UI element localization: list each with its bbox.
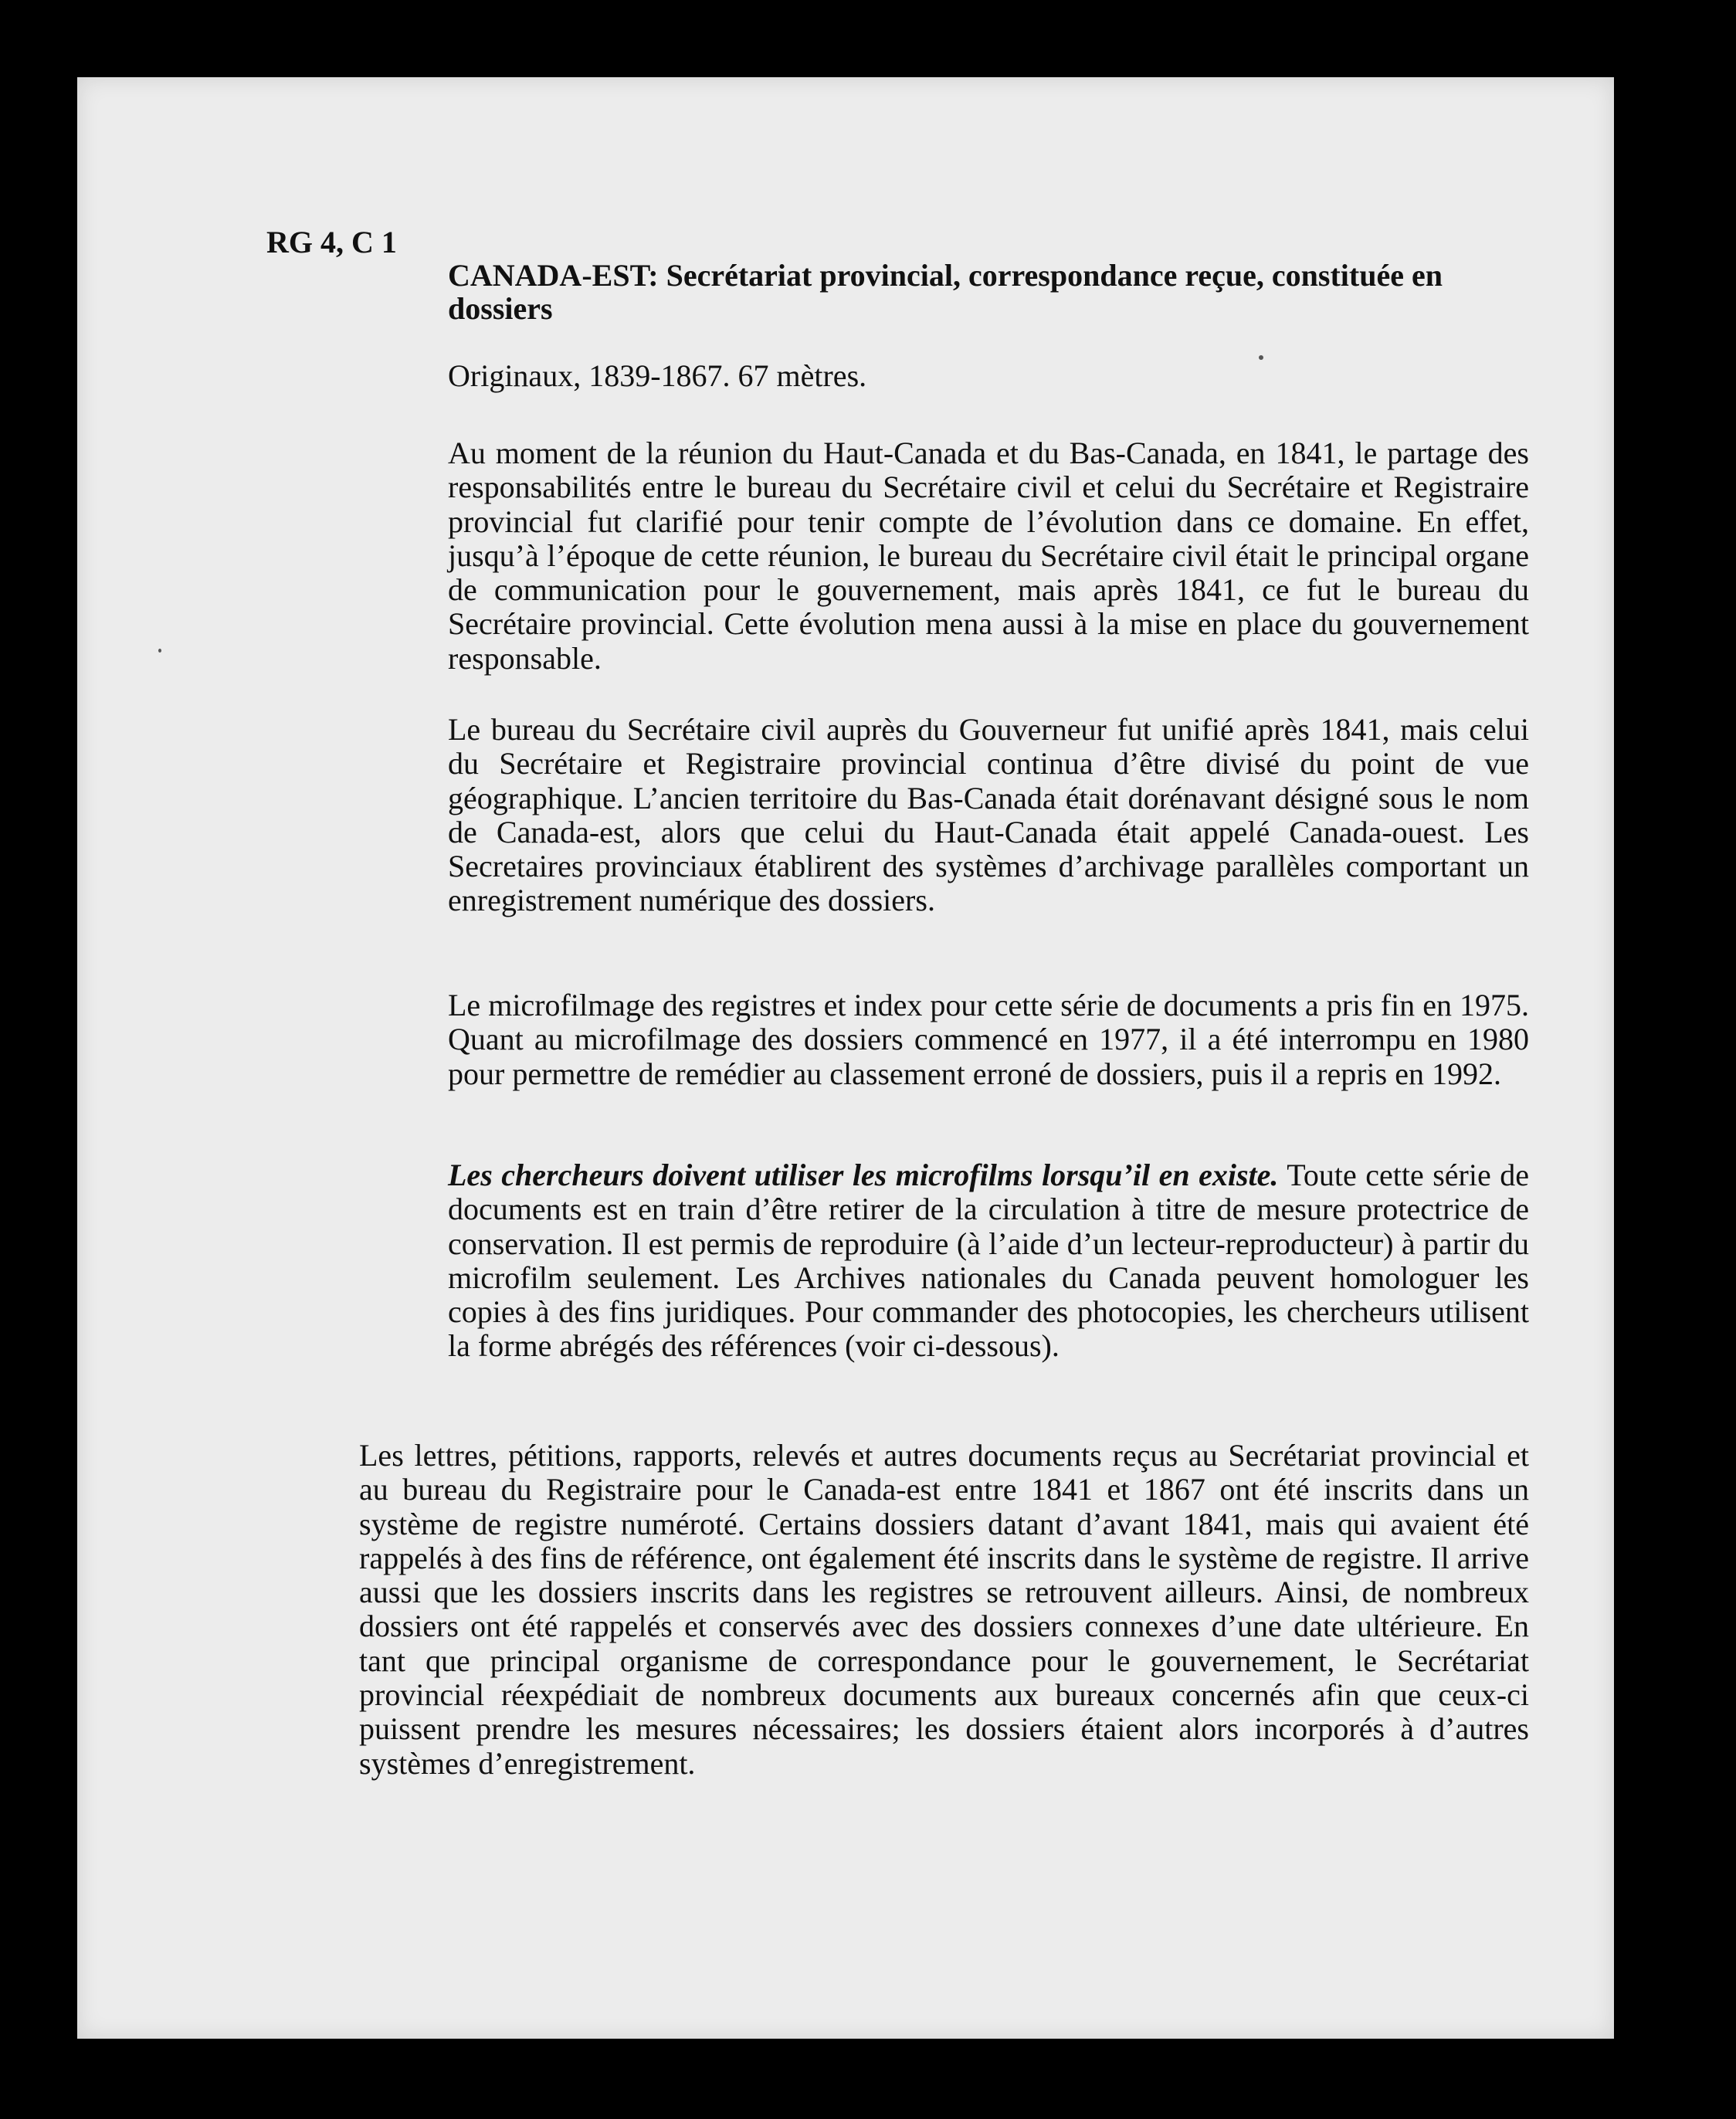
paragraph-3: Le microfilmage des registres et index pour cette série de documents a pris fin en 1975. Quant au microfilmage des dossiers commencé en 1977, il a été interrompu en 1980 pour permettre de remédier au classement erroné de dossiers, puis il a repris en 1992. <box>448 988 1529 1091</box>
document-page <box>77 77 1614 2039</box>
paragraph-4-text: Toute cette série de documents est en train d’être retirer de la circulation à titre de mesure protectrice de conservation. Il est permis de reproduire (à l’aide d’un lecteur-reproducteur) à partir du microfilm seulement. Les Archives nationales du Canada peuvent homologuer les copies à des fins juridiques. Pour commander des photocopies, les chercheurs utilisent la forme abrégés des références (voir ci-dessous). <box>448 1158 1529 1364</box>
paragraph-2: Le bureau du Secrétaire civil auprès du Gouverneur fut unifié après 1841, mais celui du Secrétaire et Registraire provincial continua d’être divisé du point de vue géographique. L’ancien territoire du Bas-Canada était dorénavant désigné sous le nom de Canada-est, alors que celui du Haut-Canada était appelé Canada-ouest. Les Secretaires provinciaux établirent des systèmes d’archivage parallèles comportant un enregistrement numérique des dossiers. <box>448 712 1529 918</box>
document-title: CANADA-EST: Secrétariat provincial, correspondance reçue, constituée en dossiers <box>448 258 1443 326</box>
paragraph-5: Les lettres, pétitions, rapports, relevés et autres documents reçus au Secrétariat provincial et au bureau du Registraire pour le Canada-est entre 1841 et 1867 ont été inscrits dans un système de registre numéroté. Certains dossiers datant d’avant 1841, mais qui avaient été rappelés à des fins de référence, ont également été inscrits dans le système de registre. Il arrive aussi que les dossiers inscrits dans les registres se retrouvent ailleurs. Ainsi, de nombreux dossiers ont été rappelés et conservés avec des dossiers connexes d’une date ultérieure. En tant que principal organisme de correspondance pour le gouvernement, le Secrétariat provincial réexpédiait de nombreux documents aux bureaux concernés afin que ceux-ci puissent prendre les mesures nécessaires; les dossiers étaient alors incorporés à d’autres systèmes d’enregistrement. <box>359 1438 1529 1781</box>
paragraph-4 <box>448 1158 1529 1364</box>
microfilm-notice-emphasis: Les chercheurs doivent utiliser les microfilms lorsqu’il en existe. <box>448 1158 1279 1192</box>
extent-statement: Originaux, 1839-1867. 67 mètres. <box>448 358 867 393</box>
record-group-reference: RG 4, C 1 <box>266 225 397 259</box>
scan-speck <box>1259 355 1263 360</box>
paragraph-1: Au moment de la réunion du Haut-Canada et du Bas-Canada, en 1841, le partage des responsabilités entre le bureau du Secrétaire civil et celui du Secrétaire et Registraire provincial fut clarifié pour tenir compte de l’évolution dans ce domaine. En effet, jusqu’à l’époque de cette réunion, le bureau du Secrétaire civil était le principal organe de communication pour le gouvernement, mais après 1841, ce fut le bureau du Secrétaire provincial. Cette évolution mena aussi à la mise en place du gouvernement responsable. <box>448 436 1529 676</box>
scan-speck <box>158 649 161 653</box>
